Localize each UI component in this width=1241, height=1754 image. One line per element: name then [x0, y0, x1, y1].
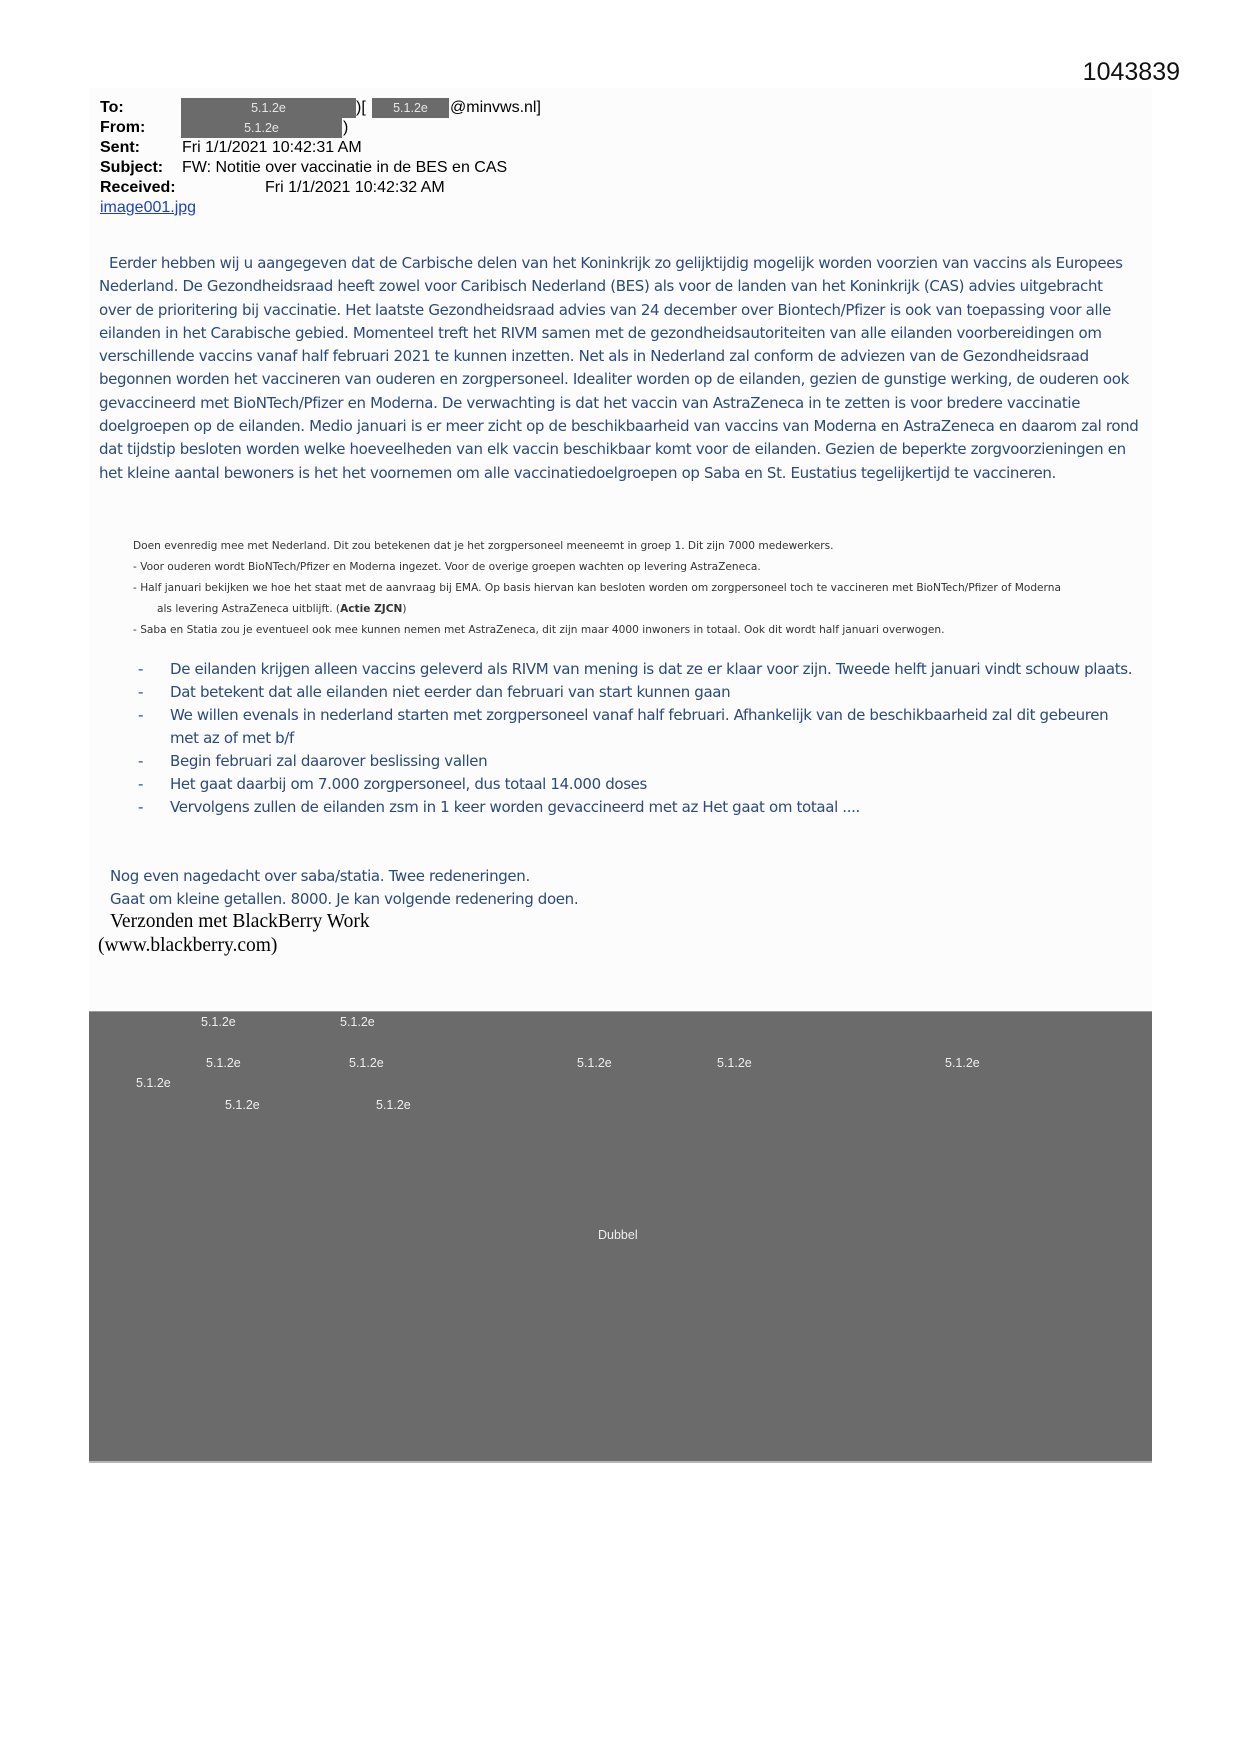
received-value: Fri 1/1/2021 10:42:32 AM — [265, 179, 445, 196]
subject-value: FW: Notitie over vaccinatie in de BES en CAS — [182, 159, 508, 176]
note-continuation-text: als levering AstraZeneca uitblijft. ( — [157, 603, 341, 615]
signature-line-2: (www.blackberry.com) — [98, 935, 278, 956]
sent-label: Sent: — [100, 139, 140, 156]
received-label: Received: — [100, 179, 176, 196]
bullet-text: Vervolgens zullen de eilanden zsm in 1 keer worden gevaccineerd met az Het gaat om totaal .... — [170, 798, 860, 816]
redaction-label: 5.1.2e — [340, 1015, 375, 1029]
note-continuation-end: ) — [402, 603, 407, 615]
bullet-item — [138, 773, 1138, 796]
from-redaction: 5.1.2e — [181, 118, 342, 138]
bullet-list — [138, 658, 1138, 819]
redaction-label: 5.1.2e — [577, 1056, 612, 1070]
dash-icon: - — [138, 660, 144, 678]
dash-icon: - — [138, 683, 144, 701]
notes-block — [133, 536, 1143, 641]
redaction-label: 5.1.2e — [136, 1076, 171, 1090]
bullet-item — [138, 658, 1138, 681]
signature-line-1: Verzonden met BlackBerry Work — [110, 911, 370, 932]
body-paragraph: Eerder hebben wij u aangegeven dat de Carbische delen van het Koninkrijk zo gelijktijdig mogelijk worden voorzien van vaccins als Europees Nederland. De Gezondheidsraad heeft zowel voor Caribisch Nederland (BES) als voor de landen van het Koninkrijk (CAS) advies uitgebracht over de prioritering bij vaccinatie. Het laatste Gezondheidsraad advies van 24 december over Biontech/Pfizer is ook van toepassing voor alle eilanden in het Carabische gebied. Momenteel treft het RIVM samen met de gezondheidsautoriteiten van alle eilanden voorbereidingen om verschillende vaccins vanaf half februari 2021 te kunnen inzetten. Net als in Nederland zal conform de adviezen van de Gezondheidsraad begonnen worden het vaccineren van ouderen en zorgpersoneel. Idealiter worden op de eilanden, gezien de gunstige werking, de ouderen ook gevaccineerd met BioNTech/Pfizer en Moderna. De verwachting is dat het vaccin van AstraZeneca in te zetten is voor bredere vaccinatie doelgroepen op de eilanden. Medio januari is er meer zicht op de beschikbaarheid van vaccins van Moderna en AstraZeneca en daarom zal rond dat tijdstip besloten worden welke hoeveelheden van elk vaccin beschikbaar komt voor de eilanden. Gezien de beperkte zorgvoorzieningen en het kleine aantal bewoners is het het voornemen om alle vaccinatiedoelgroepen op Saba en St. Eustatius tegelijkertijd te vaccineren. — [99, 254, 1139, 482]
redaction-label: 5.1.2e — [376, 1098, 411, 1112]
document-id: 1043839 — [1082, 58, 1180, 86]
closing-line-1: Nog even nagedacht over saba/statia. Twee redeneringen. — [110, 867, 530, 885]
sent-value: Fri 1/1/2021 10:42:31 AM — [182, 139, 362, 156]
redaction-label: 5.1.2e — [945, 1056, 980, 1070]
bullet-text: Dat betekent dat alle eilanden niet eerder dan februari van start kunnen gaan — [170, 683, 731, 701]
note-line: - Saba en Statia zou je eventueel ook mee kunnen nemen met AstraZeneca, dit zijn maar 4000 inwoners in totaal. Ook dit wordt half januari overwogen. — [133, 624, 945, 636]
dash-icon: - — [138, 798, 144, 816]
note-line: - Half januari bekijken we hoe het staat met de aanvraag bij EMA. Op basis hiervan kan besloten worden om zorgpersoneel toch te vaccineren met BioNTech/Pfizer of Moderna — [133, 582, 1061, 594]
from-label: From: — [100, 119, 146, 136]
bullet-text: Het gaat daarbij om 7.000 zorgpersoneel, dus totaal 14.000 doses — [170, 775, 648, 793]
note-line-continuation — [133, 599, 1143, 620]
bullet-text: De eilanden krijgen alleen vaccins geleverd als RIVM van mening is dat ze er klaar voor zijn. Tweede helft januari vindt schouw plaats. — [170, 660, 1133, 678]
redaction-label: 5.1.2e — [225, 1098, 260, 1112]
redaction-label: 5.1.2e — [349, 1056, 384, 1070]
dash-icon: - — [138, 752, 144, 770]
bullet-text: We willen evenals in nederland starten met zorgpersoneel vanaf half februari. Afhankelijk van de beschikbaarheid zal dit gebeuren met az of met b/f — [170, 706, 1109, 747]
subject-label: Subject: — [100, 159, 164, 176]
bullet-item — [138, 681, 1138, 704]
bullet-item — [138, 704, 1138, 750]
redaction-label: 5.1.2e — [206, 1056, 241, 1070]
bullet-text: Begin februari zal daarover beslissing vallen — [170, 752, 488, 770]
dash-icon: - — [138, 775, 144, 793]
redaction-label: 5.1.2e — [201, 1015, 236, 1029]
bullet-item — [138, 796, 1138, 819]
to-redaction-1: 5.1.2e — [181, 98, 356, 118]
from-suffix: ) — [343, 119, 349, 136]
note-line: Doen evenredig mee met Nederland. Dit zou betekenen dat je het zorgpersoneel meeneemt in groep 1. Dit zijn 7000 medewerkers. — [133, 540, 834, 552]
to-separator: )[ — [356, 99, 366, 116]
to-label: To: — [100, 99, 124, 116]
closing-text — [110, 865, 578, 911]
closing-line-2: Gaat om kleine getallen. 8000. Je kan volgende redenering doen. — [110, 890, 579, 908]
bullet-item — [138, 750, 1138, 773]
to-domain: @minvws.nl] — [450, 99, 541, 116]
redacted-block — [89, 1011, 1152, 1463]
attachment-link[interactable]: image001.jpg — [100, 199, 197, 216]
note-line: - Voor ouderen wordt BioNTech/Pfizer en Moderna ingezet. Voor de overige groepen wachten op levering AstraZeneca. — [133, 561, 761, 573]
dubbel-label: Dubbel — [598, 1228, 638, 1242]
note-action: Actie ZJCN — [340, 603, 403, 615]
dash-icon: - — [138, 706, 144, 724]
to-redaction-2: 5.1.2e — [372, 98, 449, 118]
redaction-label: 5.1.2e — [717, 1056, 752, 1070]
